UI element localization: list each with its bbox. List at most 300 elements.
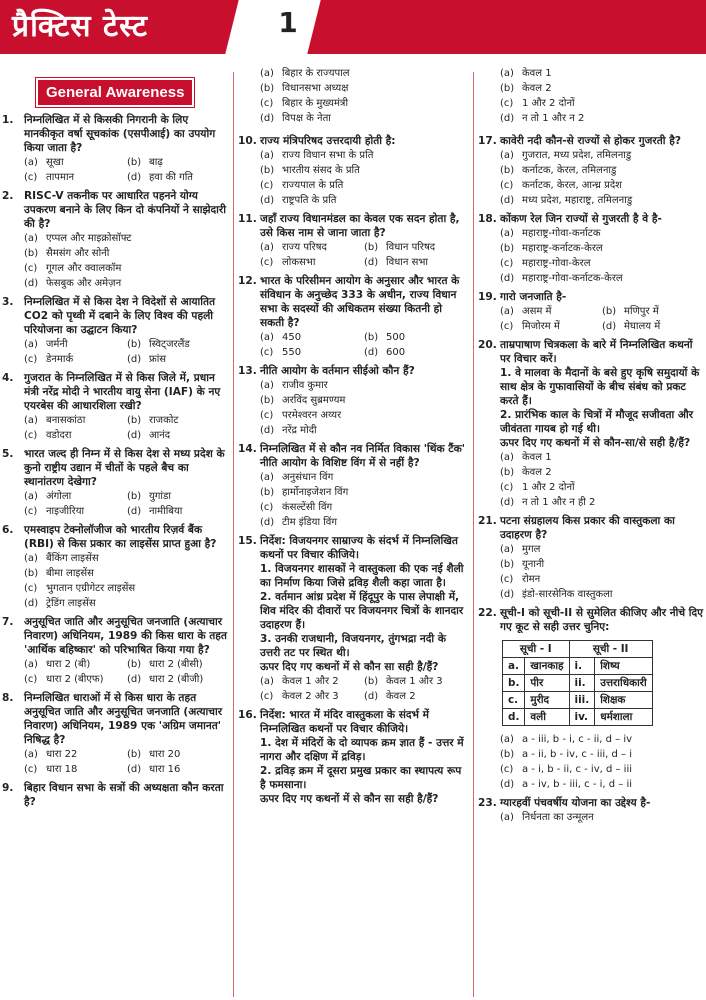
question xyxy=(2,371,230,443)
option[interactable] xyxy=(500,66,704,81)
option[interactable] xyxy=(500,777,704,792)
option[interactable] xyxy=(500,304,602,319)
option-letter: (a) xyxy=(24,749,38,760)
option[interactable] xyxy=(500,178,704,193)
option[interactable] xyxy=(500,762,704,777)
question-text: गारो जनजाति है- xyxy=(500,291,567,303)
question-text: बिहार विधान सभा के सत्रों की अध्यक्षता कौन करता है? xyxy=(24,782,224,808)
option-letter: (a) xyxy=(260,676,274,687)
option-text: a - iii, b - i, c - ii, d – iv xyxy=(522,734,633,745)
option-letter: (d) xyxy=(24,278,39,289)
options-list xyxy=(238,148,468,208)
question xyxy=(2,189,230,291)
option-text: अनुसंधान विंग xyxy=(282,472,334,483)
option[interactable] xyxy=(500,111,704,126)
option[interactable] xyxy=(500,256,704,271)
option[interactable] xyxy=(260,163,468,178)
option-text: मणिपुर में xyxy=(624,306,659,317)
option-text: केवल 2 xyxy=(522,83,552,94)
option[interactable] xyxy=(500,810,704,825)
option[interactable] xyxy=(500,271,704,286)
option-text: राज्य परिषद xyxy=(282,242,327,253)
option-text: a - iv, b - iii, c - i, d – ii xyxy=(522,779,633,790)
question-stem xyxy=(478,212,704,226)
column-3 xyxy=(478,66,704,829)
question-number: 17. xyxy=(478,135,497,147)
options-list xyxy=(2,747,230,777)
statement: 2. प्रारंभिक काल के चित्रों में मौजूद सजीवता और जीवंतता गायब हो गई थी। xyxy=(500,409,694,435)
option-text: मिजोरम में xyxy=(522,321,560,332)
option-letter: (c) xyxy=(500,180,514,191)
option[interactable] xyxy=(260,515,468,530)
question-text: राज्य मंत्रिपरिषद उत्तरदायी होती है: xyxy=(260,135,396,147)
question-text: निर्देश: भारत में मंदिर वास्तुकला के संदर्भ में निम्नलिखित कथनों पर विचार कीजिये। xyxy=(260,709,429,735)
option-letter: (b) xyxy=(127,491,142,502)
options-list xyxy=(2,489,230,519)
option-text: a - ii, b - iv, c - iii, d – i xyxy=(522,749,633,760)
options-list xyxy=(478,732,704,792)
option[interactable] xyxy=(260,66,468,81)
question xyxy=(2,691,230,777)
option[interactable] xyxy=(24,428,127,443)
options-list xyxy=(478,66,704,126)
column-divider xyxy=(473,72,474,997)
option[interactable] xyxy=(364,674,468,689)
options-list xyxy=(238,66,468,126)
option[interactable] xyxy=(500,163,704,178)
option[interactable] xyxy=(500,96,704,111)
option-letter: (c) xyxy=(260,98,274,109)
option-text: फेसबुक और अमेज़न xyxy=(46,278,122,289)
option-text: धारा 22 xyxy=(46,749,78,760)
option-letter: (d) xyxy=(364,691,379,702)
option[interactable] xyxy=(364,240,468,255)
option-text: महाराष्ट्र-गोवा-कर्नाटक-केरल xyxy=(522,273,623,284)
question-stem xyxy=(2,447,230,489)
options-list xyxy=(478,542,704,602)
question-number: 8. xyxy=(2,692,14,704)
option[interactable] xyxy=(24,762,127,777)
option-letter: (b) xyxy=(260,165,275,176)
question-text: निम्नलिखित में से किसकी निगरानी के लिए मानकीकृत वर्षा सूचकांक (एसपीआई) का उपयोग किया जाता है? xyxy=(24,114,216,154)
option[interactable] xyxy=(500,319,602,334)
statement: 1. विजयनगर शासकों ने वास्तुकला की एक नई शैली का निर्माण किया जिसे द्रविड़ शैली कहा जाता है। xyxy=(260,563,464,589)
question-number: 23. xyxy=(478,797,497,809)
option-letter: (a) xyxy=(24,157,38,168)
option-text: विधान सभा xyxy=(386,257,428,268)
option-text: राजकोट xyxy=(149,415,179,426)
option-letter: (a) xyxy=(24,659,38,670)
option-text: मुगल xyxy=(522,544,541,555)
options-list xyxy=(478,226,704,286)
option[interactable] xyxy=(500,732,704,747)
question-text: अनुसूचित जाति और अनुसूचित जनजाति (अत्याचार निवारण) अधिनियम, 1989 की किस धारा के तहत 'आर्थिक बहिष्कार' को परिभाषित किया गया है? xyxy=(24,616,227,656)
option[interactable] xyxy=(500,572,704,587)
question-stem xyxy=(238,212,468,240)
option-row xyxy=(24,489,230,504)
option[interactable] xyxy=(127,352,230,367)
section-badge: General Awareness xyxy=(36,78,194,107)
options-list xyxy=(478,148,704,208)
option-text: कर्नाटक, केरल, आन्ध्र प्रदेश xyxy=(522,180,622,191)
question-text: भारत जल्द ही निम्न में से किस देश से मध्य प्रदेश के कुनो राष्ट्रीय उद्यान में चीतों के पहले बैच का स्थानांतरण देखेगा? xyxy=(24,448,225,488)
option[interactable] xyxy=(602,319,704,334)
option-text: महाराष्ट्र-गोवा-केरल xyxy=(522,258,591,269)
option-letter: (a) xyxy=(24,339,38,350)
option-letter: (d) xyxy=(24,598,39,609)
option[interactable] xyxy=(127,170,230,185)
option-text: हार्मोनाइजेशन विंग xyxy=(282,487,349,498)
option-letter: (b) xyxy=(24,568,39,579)
table-cell: ii. xyxy=(569,675,595,692)
option[interactable] xyxy=(127,155,230,170)
option-letter: (d) xyxy=(127,354,142,365)
question-number: 18. xyxy=(478,213,497,225)
option-letter: (b) xyxy=(602,306,617,317)
option-letter: (d) xyxy=(260,425,275,436)
option[interactable] xyxy=(500,193,704,208)
option-letter: (d) xyxy=(364,257,379,268)
option-text: रोमन xyxy=(522,574,541,585)
option[interactable] xyxy=(127,504,230,519)
option-letter: (b) xyxy=(500,243,515,254)
option-text: 1 और 2 दोनों xyxy=(522,98,575,109)
table-cell: b. xyxy=(503,675,525,692)
option[interactable] xyxy=(500,480,704,495)
continued-options xyxy=(238,66,468,126)
question xyxy=(238,212,468,270)
option-letter: (c) xyxy=(260,257,274,268)
option-text: केवल 1 xyxy=(522,68,552,79)
options-list xyxy=(478,450,704,510)
option-text: विपक्ष के नेता xyxy=(282,113,331,124)
option-letter: (b) xyxy=(260,395,275,406)
option[interactable] xyxy=(24,566,230,581)
option-letter: (c) xyxy=(24,354,38,365)
option-text: महाराष्ट्र-गोवा-कर्नाटक xyxy=(522,228,601,239)
option-text: लोकसभा xyxy=(282,257,316,268)
table-cell: iv. xyxy=(569,709,595,726)
options-list xyxy=(478,304,704,334)
question-text: गुजरात के निम्नलिखित में से किस जिले में, प्रधान मंत्री नरेंद्र मोदी ने भारतीय वायु सेना (IAF) के नए एयरबेस की आधारशिला रखी? xyxy=(24,372,221,412)
option[interactable] xyxy=(500,495,704,510)
question-number: 7. xyxy=(2,616,14,628)
question-stem xyxy=(2,295,230,337)
option-text: आनंद xyxy=(149,430,171,441)
option-text: नामीबिया xyxy=(149,506,183,517)
option-letter: (b) xyxy=(364,676,379,687)
question-number: 9. xyxy=(2,782,14,794)
option-row xyxy=(24,155,230,170)
option-text: धारा 2 (बीसी) xyxy=(149,659,203,670)
option-row xyxy=(24,170,230,185)
option-text: धारा 2 (बीएफ) xyxy=(46,674,104,685)
option[interactable] xyxy=(500,557,704,572)
option-text: टीम इंडिया विंग xyxy=(282,517,337,528)
option-text: निर्धनता का उन्मूलन xyxy=(522,812,594,823)
option-letter: (c) xyxy=(500,98,514,109)
question-text: सूची-I को सूची-II से सुमेलित कीजिए और नीचे दिए गए कूट से सही उत्तर चुनिए: xyxy=(500,607,703,633)
option[interactable] xyxy=(127,413,230,428)
option[interactable] xyxy=(260,81,468,96)
option-letter: (a) xyxy=(500,150,514,161)
option[interactable] xyxy=(260,178,468,193)
option-letter: (a) xyxy=(260,380,274,391)
option[interactable] xyxy=(260,111,468,126)
test-number: 1 xyxy=(278,6,298,39)
option-text: जर्मनी xyxy=(46,339,68,350)
option-text: धारा 20 xyxy=(149,749,181,760)
question xyxy=(238,708,468,806)
option-text: मेघालय में xyxy=(624,321,661,332)
option[interactable] xyxy=(260,393,468,408)
option[interactable] xyxy=(500,81,704,96)
question xyxy=(238,134,468,208)
option-letter: (c) xyxy=(260,180,274,191)
option[interactable] xyxy=(500,226,704,241)
table-cell: a. xyxy=(503,658,525,675)
option-letter: (d) xyxy=(500,195,515,206)
option-text: केवल 1 और 3 xyxy=(386,676,443,687)
table-cell: शिष्य xyxy=(595,658,653,675)
statement: 2. द्रविड़ क्रम में दूसरा प्रमुख प्रकार का स्थापत्य रूप है फमसाना। xyxy=(260,765,462,791)
option[interactable] xyxy=(24,413,127,428)
option[interactable] xyxy=(24,231,230,246)
option-letter: (c) xyxy=(500,574,514,585)
question-number: 16. xyxy=(238,709,257,721)
option-letter: (d) xyxy=(500,497,515,508)
option-text: 600 xyxy=(386,347,406,358)
option-text: वडोदरा xyxy=(46,430,72,441)
table-cell: खानकाह xyxy=(525,658,569,675)
option[interactable] xyxy=(260,408,468,423)
question-stem xyxy=(238,708,468,736)
option-text: डेनमार्क xyxy=(46,354,74,365)
option[interactable] xyxy=(24,657,127,672)
table-cell: c. xyxy=(503,692,525,709)
question xyxy=(2,447,230,519)
question-text: निर्देश: विजयनगर साम्राज्य के संदर्भ में निम्नलिखित कथनों पर विचार कीजिये। xyxy=(260,535,458,561)
option[interactable] xyxy=(127,428,230,443)
option[interactable] xyxy=(500,148,704,163)
option-letter: (d) xyxy=(260,113,275,124)
question-number: 22. xyxy=(478,607,497,619)
question xyxy=(478,290,704,334)
option[interactable] xyxy=(24,489,127,504)
statement: ऊपर दिए गए कथनों में से कौन-सा/से सही है/हैं? xyxy=(500,437,691,449)
option[interactable] xyxy=(500,542,704,557)
page-title: प्रैक्टिस टेस्ट xyxy=(12,9,148,44)
option[interactable] xyxy=(260,96,468,111)
option-letter: (b) xyxy=(127,749,142,760)
option-text: धारा 2 (बी) xyxy=(46,659,91,670)
option[interactable] xyxy=(500,450,704,465)
table-cell: शिक्षक xyxy=(595,692,653,709)
option-letter: (c) xyxy=(260,502,274,513)
table-cell: उत्तराधिकारी xyxy=(595,675,653,692)
options-list xyxy=(2,657,230,687)
option-row xyxy=(24,657,230,672)
option[interactable] xyxy=(500,587,704,602)
option-row xyxy=(24,747,230,762)
question xyxy=(478,134,704,208)
question-stem xyxy=(2,371,230,413)
option-letter: (a) xyxy=(24,491,38,502)
option[interactable] xyxy=(260,500,468,515)
option-text: इंडो-सारसेनिक वास्तुकला xyxy=(522,589,613,600)
option[interactable] xyxy=(500,747,704,762)
option-text: यूनानी xyxy=(522,559,545,570)
question-stem xyxy=(478,338,704,366)
option-letter: (a) xyxy=(500,306,514,317)
option[interactable] xyxy=(24,337,127,352)
question-number: 5. xyxy=(2,448,14,460)
question xyxy=(238,364,468,438)
option[interactable] xyxy=(127,747,230,762)
question-stem xyxy=(2,615,230,657)
question-number: 19. xyxy=(478,291,497,303)
option[interactable] xyxy=(24,504,127,519)
option-letter: (b) xyxy=(500,165,515,176)
option[interactable] xyxy=(127,762,230,777)
option[interactable] xyxy=(364,255,468,270)
option-letter: (c) xyxy=(24,764,38,775)
option[interactable] xyxy=(260,470,468,485)
option[interactable] xyxy=(24,261,230,276)
options-list xyxy=(2,337,230,367)
question xyxy=(478,514,704,602)
option-letter: (a) xyxy=(500,544,514,555)
question-number: 2. xyxy=(2,190,14,202)
option[interactable] xyxy=(260,330,364,345)
option-text: केवल 1 xyxy=(522,452,552,463)
option-letter: (d) xyxy=(260,195,275,206)
option-text: बिहार के राज्यपाल xyxy=(282,68,350,79)
option[interactable] xyxy=(24,581,230,596)
question-stem xyxy=(2,691,230,747)
option[interactable] xyxy=(24,276,230,291)
option[interactable] xyxy=(260,240,364,255)
option[interactable] xyxy=(127,657,230,672)
option-letter: (a) xyxy=(24,553,38,564)
question xyxy=(238,274,468,360)
question-stem xyxy=(2,523,230,551)
question-number: 12. xyxy=(238,275,257,287)
option[interactable] xyxy=(364,330,468,345)
option[interactable] xyxy=(24,551,230,566)
option-text: धारा 18 xyxy=(46,764,78,775)
option-text: अंगोला xyxy=(46,491,72,502)
option-letter: (d) xyxy=(127,764,142,775)
option[interactable] xyxy=(24,596,230,611)
option[interactable] xyxy=(260,193,468,208)
option[interactable] xyxy=(24,352,127,367)
option-text: केवल 2 xyxy=(386,691,416,702)
option-letter: (c) xyxy=(260,347,274,358)
option[interactable] xyxy=(24,170,127,185)
question xyxy=(478,606,704,792)
options-list xyxy=(238,330,468,360)
option[interactable] xyxy=(24,155,127,170)
option[interactable] xyxy=(364,689,468,704)
question-stem xyxy=(478,134,704,148)
option[interactable] xyxy=(24,747,127,762)
option-text: बीमा लाइसेंस xyxy=(46,568,94,579)
option[interactable] xyxy=(260,485,468,500)
option-letter: (b) xyxy=(500,83,515,94)
option[interactable] xyxy=(260,674,364,689)
options-list xyxy=(238,674,468,704)
option-text: केवल 2 और 3 xyxy=(282,691,339,702)
option-letter: (c) xyxy=(500,258,514,269)
option[interactable] xyxy=(127,489,230,504)
option-text: कर्नाटक, केरल, तमिलनाडु xyxy=(522,165,617,176)
option-row xyxy=(260,674,468,689)
options-list xyxy=(2,551,230,611)
option-text: तापमान xyxy=(46,172,75,183)
question-number: 10. xyxy=(238,135,257,147)
option-row xyxy=(24,337,230,352)
option-letter: (d) xyxy=(500,779,515,790)
option[interactable] xyxy=(260,148,468,163)
option-letter: (d) xyxy=(127,430,142,441)
continued-options xyxy=(478,66,704,126)
option-letter: (a) xyxy=(500,452,514,463)
option-letter: (b) xyxy=(500,749,515,760)
option[interactable] xyxy=(127,337,230,352)
option[interactable] xyxy=(24,672,127,687)
option[interactable] xyxy=(260,689,364,704)
option-text: भारतीय संसद के प्रति xyxy=(282,165,360,176)
option[interactable] xyxy=(602,304,704,319)
option[interactable] xyxy=(364,345,468,360)
option-letter: (d) xyxy=(127,674,142,685)
option[interactable] xyxy=(500,241,704,256)
question xyxy=(2,615,230,687)
option-letter: (b) xyxy=(24,248,39,259)
question xyxy=(478,796,704,825)
option[interactable] xyxy=(260,345,364,360)
option[interactable] xyxy=(127,672,230,687)
option-letter: (d) xyxy=(500,273,515,284)
question-stem xyxy=(478,796,704,810)
option-letter: (b) xyxy=(364,242,379,253)
option-row xyxy=(260,240,468,255)
option[interactable] xyxy=(24,246,230,261)
option[interactable] xyxy=(260,255,364,270)
statement: ऊपर दिए गए कथनों में से कौन सा सही है/हैं? xyxy=(260,661,439,673)
table-cell: iii. xyxy=(569,692,595,709)
option-letter: (a) xyxy=(260,150,274,161)
option-text: राजीव कुमार xyxy=(282,380,328,391)
option[interactable] xyxy=(500,465,704,480)
question-text: RISC-V तकनीक पर आधारित पहनने योग्य उपकरण बनाने के लिए किन दो कंपनियों ने साझेदारी की है? xyxy=(24,190,226,230)
option-row xyxy=(260,345,468,360)
option-letter: (d) xyxy=(260,517,275,528)
question-number: 21. xyxy=(478,515,497,527)
question-text: कावेरी नदी कौन-से राज्यों से होकर गुजरती है? xyxy=(500,135,681,147)
option[interactable] xyxy=(260,423,468,438)
question-text: ताम्रपाषाण चित्रकला के बारे में निम्नलिखित कथनों पर विचार करें। xyxy=(500,339,693,365)
question-text: निम्नलिखित में से कौन नव निर्मित विकास 'थिंक टैंक' नीति आयोग के विशिष्ट विंग में से नहीं है? xyxy=(260,443,466,469)
question-text: ग्यारहवीं पंचवर्षीय योजना का उद्देश्य है- xyxy=(500,797,651,809)
table-cell: पीर xyxy=(525,675,569,692)
table-cell: मुरीद xyxy=(525,692,569,709)
option-letter: (b) xyxy=(364,332,379,343)
question-stem xyxy=(478,514,704,542)
question xyxy=(2,781,230,809)
option[interactable] xyxy=(260,378,468,393)
